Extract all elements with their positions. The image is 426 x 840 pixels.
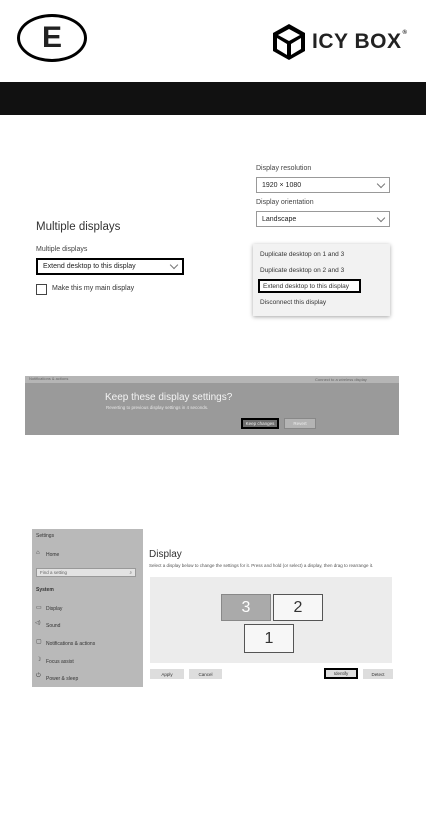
- identify-button[interactable]: Identify: [324, 668, 358, 679]
- chevron-down-icon: [377, 179, 385, 187]
- cube-logo-icon: [272, 23, 306, 61]
- apply-button[interactable]: Apply: [150, 669, 184, 679]
- sidebar-item-display[interactable]: Display: [46, 606, 63, 612]
- dropdown-option[interactable]: Duplicate desktop on 1 and 3: [260, 251, 345, 258]
- resolution-value: 1920 × 1080: [262, 181, 302, 189]
- sidebar-item-focus-assist[interactable]: Focus assist: [46, 659, 74, 665]
- sidebar-item-notifications[interactable]: Notifications & actions: [46, 641, 96, 647]
- multiple-displays-dropdown: [253, 244, 390, 316]
- strip-text-left: Notifications & actions: [29, 376, 69, 381]
- chevron-down-icon: [170, 261, 178, 269]
- display-description: Select a display below to change the settings for it. Press and hold (or select) a display, then drag to rearrange it.: [149, 563, 374, 568]
- section-header-bar: [0, 82, 426, 115]
- search-placeholder: Find a setting: [40, 570, 68, 575]
- resolution-label: Display resolution: [256, 165, 312, 172]
- resolution-select[interactable]: [256, 177, 390, 193]
- multiple-displays-label: Multiple displays: [36, 246, 88, 253]
- monitor-2[interactable]: 2: [273, 594, 323, 621]
- display-arrangement-area: [150, 577, 392, 663]
- revert-button[interactable]: Revert: [284, 418, 316, 429]
- notifications-icon: ▢: [36, 639, 42, 645]
- language-badge: [17, 14, 87, 62]
- multiple-displays-value: Extend desktop to this display: [43, 263, 136, 270]
- main-display-label: Make this my main display: [52, 285, 135, 292]
- speaker-icon: ◁): [35, 620, 41, 626]
- keep-changes-button[interactable]: Keep changes: [241, 418, 279, 429]
- monitor-3[interactable]: 3: [221, 594, 271, 621]
- home-icon: ⌂: [36, 550, 40, 556]
- sidebar-item-sound[interactable]: Sound: [46, 623, 61, 629]
- keep-settings-dialog: [25, 376, 399, 435]
- sidebar-item-power-sleep[interactable]: Power & sleep: [46, 676, 79, 682]
- moon-icon: ☽: [36, 657, 42, 663]
- search-input[interactable]: [36, 568, 136, 577]
- cancel-button[interactable]: Cancel: [189, 669, 222, 679]
- monitor-1[interactable]: 1: [244, 624, 294, 653]
- brand-logo: [272, 22, 407, 62]
- dialog-title: Keep these display settings?: [105, 392, 233, 403]
- page-title: Display: [149, 549, 182, 560]
- power-icon: ⏻: [36, 673, 41, 679]
- dropdown-option[interactable]: Duplicate desktop on 2 and 3: [260, 267, 345, 274]
- brand-name: ICY BOX®: [312, 30, 408, 53]
- monitor-icon: ▭: [36, 605, 42, 611]
- language-letter: E: [41, 21, 62, 54]
- dropdown-option-selected[interactable]: Extend desktop to this display: [258, 279, 361, 293]
- detect-button[interactable]: Detect: [363, 669, 393, 679]
- sidebar-item-home[interactable]: Home: [46, 552, 60, 558]
- orientation-value: Landscape: [262, 215, 297, 223]
- strip-text-right: Connect to a wireless display: [315, 377, 367, 382]
- orientation-select[interactable]: [256, 211, 390, 227]
- dialog-subtitle: Reverting to previous display settings in 4 seconds.: [106, 405, 209, 410]
- background-strip: [25, 376, 399, 383]
- orientation-label: Display orientation: [256, 199, 314, 206]
- chevron-down-icon: [377, 213, 385, 221]
- multiple-displays-heading: Multiple displays: [36, 221, 121, 233]
- main-display-checkbox[interactable]: [36, 284, 47, 295]
- settings-title: Settings: [36, 533, 55, 539]
- sidebar-section-system: System: [36, 587, 54, 593]
- multiple-displays-select[interactable]: [36, 258, 184, 275]
- search-icon: ⌕: [129, 570, 132, 575]
- dropdown-option[interactable]: Disconnect this display: [260, 299, 327, 306]
